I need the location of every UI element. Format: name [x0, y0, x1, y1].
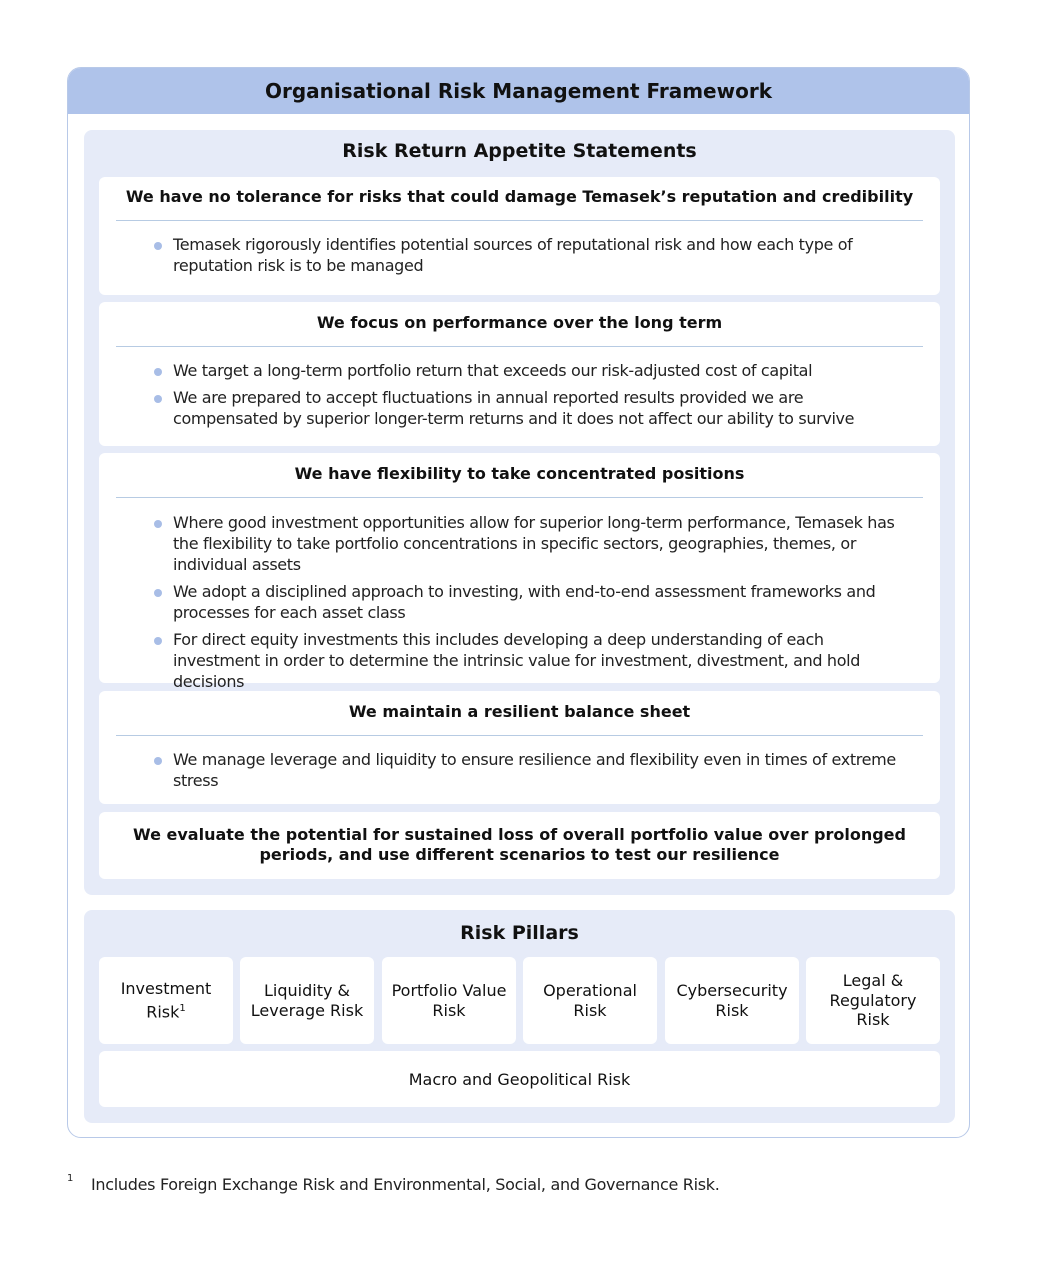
bullet-item: [173, 581, 903, 623]
bullet-item: [173, 629, 903, 692]
bullet-text: We manage leverage and liquidity to ensure resilience and flexibility even in times of extreme stress: [173, 750, 896, 790]
pillar-label: Portfolio Value Risk: [391, 981, 507, 1020]
statement-card-performance: [99, 302, 940, 446]
statement-card-scenarios: [99, 812, 940, 879]
statements-title: Risk Return Appetite Statements: [342, 140, 697, 162]
framework-title: Organisational Risk Management Framework: [68, 68, 969, 114]
bullet-text: Where good investment opportunities allow for superior long-term performance, Temasek has the flexibility to take portfolio concentrations in specific sectors, geographies, themes, or individual assets: [173, 513, 895, 574]
pillar-operational-risk: [523, 957, 657, 1044]
pillar-label: Investment Risk: [120, 979, 212, 1022]
pillar-label: Liquidity & Leverage Risk: [250, 981, 364, 1020]
bullet-item: [173, 234, 903, 276]
bullet-dot-icon: [154, 395, 162, 403]
statement-title: We have flexibility to take concentrated positions: [294, 464, 745, 483]
final-statement: We evaluate the potential for sustained loss of overall portfolio value over prolonged periods, and use different scenarios to test our resilience: [133, 825, 906, 864]
macro-geopolitical-risk: [99, 1051, 940, 1107]
bullet-dot-icon: [154, 589, 162, 597]
pillar-legal-regulatory-risk: [806, 957, 940, 1044]
pillar-label: Cybersecurity Risk: [676, 981, 788, 1020]
macro-label: Macro and Geopolitical Risk: [408, 1069, 631, 1089]
bullet-item: [173, 749, 903, 791]
statement-card-flexibility: [99, 453, 940, 691]
footnote-text: Includes Foreign Exchange Risk and Environmental, Social, and Governance Risk.: [91, 1175, 720, 1194]
pillars-title: Risk Pillars: [460, 922, 579, 944]
divider: [116, 735, 923, 736]
footnote-reference: 1: [179, 1002, 186, 1014]
bullet-list: [173, 749, 903, 797]
bullet-item: [173, 387, 903, 429]
pillar-cybersecurity-risk: [665, 957, 799, 1044]
pillar-investment-risk: [99, 957, 233, 1044]
bullet-text: We target a long-term portfolio return that exceeds our risk-adjusted cost of capital: [173, 361, 813, 380]
bullet-dot-icon: [154, 520, 162, 528]
bullet-text: For direct equity investments this includes developing a deep understanding of each investment in order to determine the intrinsic value for investment, divestment, and hold decisions: [173, 630, 861, 691]
bullet-dot-icon: [154, 368, 162, 376]
pillar-label: Operational Risk: [543, 981, 637, 1020]
pillar-label: Legal & Regulatory Risk: [829, 971, 917, 1030]
pillar-liquidity-leverage-risk: [240, 957, 374, 1044]
divider: [116, 220, 923, 221]
bullet-text: We adopt a disciplined approach to investing, with end-to-end assessment frameworks and processes for each asset class: [173, 582, 876, 622]
statement-title: We focus on performance over the long term: [316, 313, 723, 332]
statement-card-balance-sheet: [99, 691, 940, 804]
divider: [116, 346, 923, 347]
pillar-portfolio-value-risk: [382, 957, 516, 1044]
bullet-dot-icon: [154, 637, 162, 645]
bullet-text: Temasek rigorously identifies potential sources of reputational risk and how each type of reputation risk is to be managed: [173, 235, 853, 275]
bullet-dot-icon: [154, 757, 162, 765]
bullet-item: [173, 512, 903, 575]
statement-card-reputation: [99, 177, 940, 295]
statement-title: We maintain a resilient balance sheet: [348, 702, 691, 721]
bullet-list: [173, 512, 903, 698]
bullet-list: [173, 360, 903, 435]
bullet-text: We are prepared to accept fluctuations in annual reported results provided we are compensated by superior longer-term returns and it does not affect our ability to survive: [173, 388, 855, 428]
footnote-mark: 1: [67, 1173, 74, 1184]
bullet-list: [173, 234, 903, 282]
bullet-dot-icon: [154, 242, 162, 250]
statements-panel: [84, 130, 955, 895]
pillars-panel: [84, 910, 955, 1123]
statement-title: We have no tolerance for risks that could damage Temasek’s reputation and credibility: [125, 187, 914, 206]
divider: [116, 497, 923, 498]
framework-container: [67, 67, 970, 1138]
bullet-item: [173, 360, 903, 381]
